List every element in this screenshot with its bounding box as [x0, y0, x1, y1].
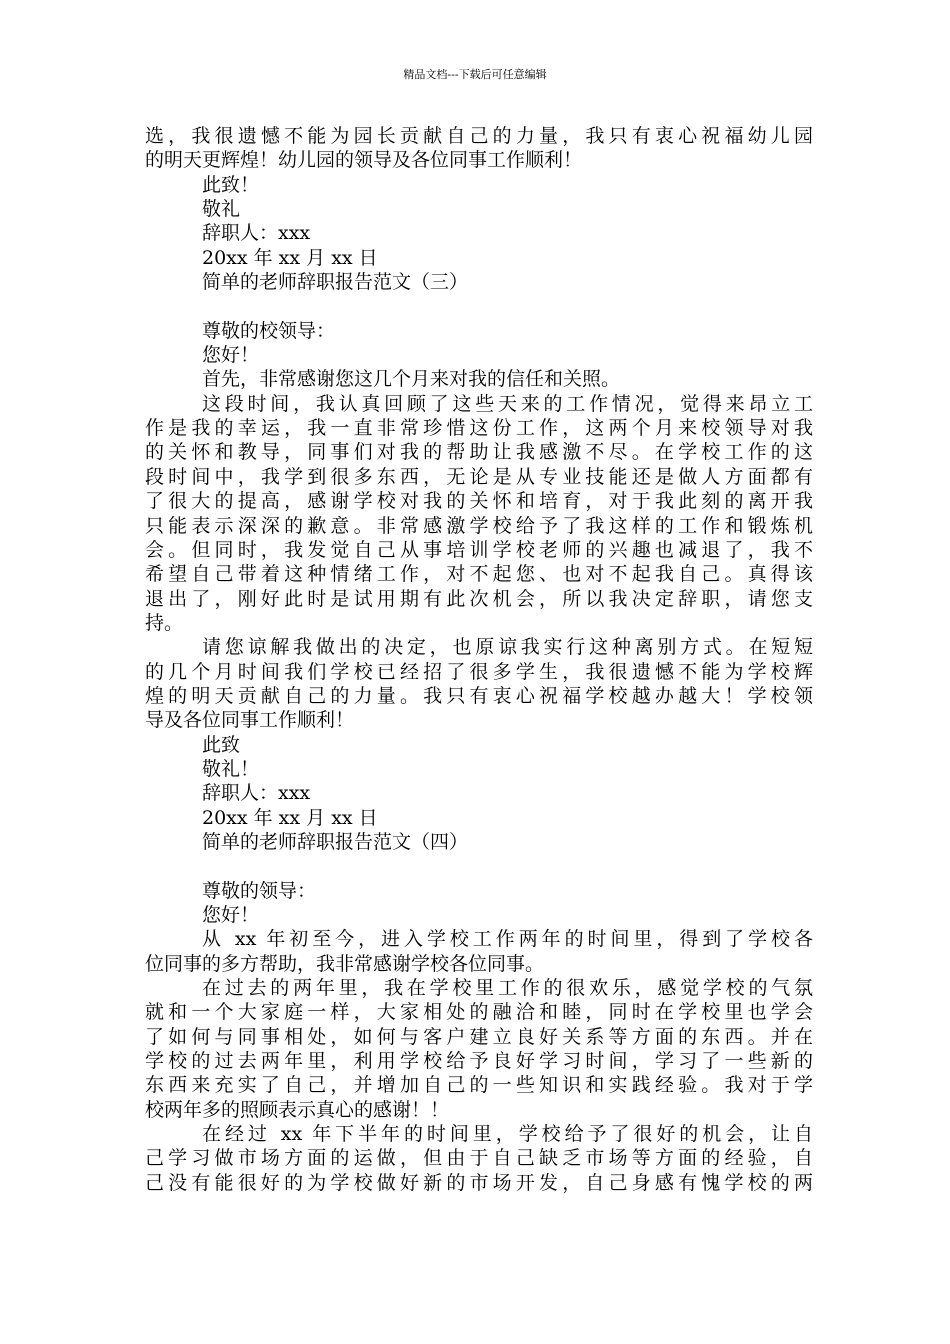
text-line: 20xx 年 xx 月 xx 日 [202, 806, 378, 829]
paragraph-line: 的几个月时间我们学校已经招了很多学生，我很遗憾不能为学校辉 [145, 660, 813, 683]
text-line: 首先，非常感谢您这几个月来对我的信任和关照。 [202, 368, 621, 391]
paragraph [145, 927, 813, 976]
paragraph-line: 学校的过去两年里，利用学校给予良好学习时间，学习了一些新的 [145, 1050, 813, 1073]
paragraph [145, 392, 813, 635]
paragraph-line: 请您谅解我做出的决定，也原谅我实行这种离别方式。在短短 [202, 636, 813, 659]
text-line: 尊敬的校领导： [202, 319, 336, 342]
text-line: 此致！ [202, 173, 260, 196]
text-line: 尊敬的领导： [202, 879, 317, 902]
paragraph [145, 635, 813, 732]
text-line: 20xx 年 xx 月 xx 日 [202, 246, 378, 269]
document-body [145, 124, 813, 1195]
paragraph-line: 就和一个大家庭一样，大家相处的融洽和睦，同时在学校里也学会 [145, 1001, 813, 1024]
paragraph-line: 这段时间，我认真回顾了这些天来的工作情况，觉得来昂立工 [202, 392, 813, 415]
text-line: 敬礼 [202, 198, 241, 221]
text-line: 敬礼！ [202, 757, 260, 780]
paragraph-line: 在经过 xx 年下半年的时间里，学校给予了很好的机会，让自 [202, 1123, 813, 1146]
paragraph-line: 位同事的多方帮助，我非常感谢学校各位同事。 [145, 952, 545, 975]
paragraph [145, 976, 813, 1122]
paragraph [145, 1122, 813, 1195]
text-line: 辞职人：xxx [202, 222, 311, 245]
paragraph-line: 在过去的两年里，我在学校里工作的很欢乐，感觉学校的气氛 [202, 977, 813, 1000]
text-line: 此致 [202, 733, 241, 756]
paragraph-line: 己学习做市场方面的运做，但由于自己缺乏市场等方面的经验，自 [145, 1147, 813, 1170]
paragraph-line: 东西来充实了自己，并增加自己的一些知识和实践经验。我对于学 [145, 1074, 813, 1097]
paragraph-line: 会。但同时，我发觉自己从事培训学校老师的兴趣也减退了，我不 [145, 538, 813, 561]
paragraph-line: 作是我的幸运，我一直非常珍惜这份工作，这两个月来校领导对我 [145, 417, 813, 440]
blank-line [145, 854, 813, 878]
paragraph-line: 校两年多的照顾表示真心的感谢！！ [145, 1098, 450, 1121]
paragraph-line: 煌的明天贡献自己的力量。我只有衷心祝福学校越办越大！学校领 [145, 684, 813, 707]
paragraph-line: 己没有能很好的为学校做好新的市场开发，自己身感有愧学校的两 [145, 1171, 813, 1194]
paragraph-line: 的关怀和教导，同事们对我的帮助让我感激不尽。在学校工作的这 [145, 441, 813, 464]
paragraph-line: 了很大的提高，感谢学校对我的关怀和培育，对于我此刻的离开我 [145, 490, 813, 513]
text-line: 简单的老师辞职报告范文（四） [202, 830, 469, 853]
paragraph-line: 只能表示深深的歉意。非常感激学校给予了我这样的工作和锻炼机 [145, 514, 813, 537]
paragraph-line: 选，我很遗憾不能为园长贡献自己的力量，我只有衷心祝福幼儿园 [145, 125, 813, 147]
paragraph [145, 124, 813, 173]
blank-line [145, 294, 813, 318]
paragraph-line: 导及各位同事工作顺利！ [145, 709, 355, 732]
paragraph-line: 的明天更辉煌！幼儿园的领导及各位同事工作顺利！ [145, 149, 583, 172]
text-line: 辞职人：xxx [202, 782, 311, 805]
page-header: 精品文档---下载后可任意编辑 [403, 68, 547, 81]
paragraph-line: 希望自己带着这种情绪工作，对不起您、也对不起我自己。真得该 [145, 563, 813, 586]
text-line: 您好！ [202, 344, 260, 367]
paragraph-line: 持。 [145, 611, 184, 634]
paragraph-line: 段时间中，我学到很多东西，无论是从专业技能还是做人方面都有 [145, 465, 813, 488]
paragraph-line: 退出了，刚好此时是试用期有此次机会，所以我决定辞职，请您支 [145, 587, 813, 610]
paragraph-line: 了如何与同事相处，如何与客户建立良好关系等方面的东西。并在 [145, 1025, 813, 1048]
text-line: 简单的老师辞职报告范文（三） [202, 271, 469, 294]
text-line: 您好！ [202, 904, 260, 926]
paragraph-line: 从 xx 年初至今，进入学校工作两年的时间里，得到了学校各 [202, 928, 813, 951]
